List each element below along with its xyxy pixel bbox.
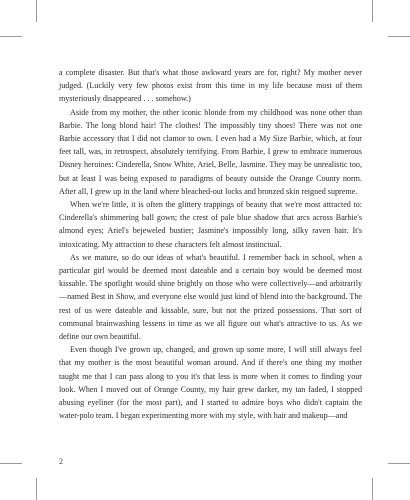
crop-mark-bottom-right-vertical: [372, 478, 373, 500]
crop-mark-bottom-left-vertical: [36, 478, 37, 500]
page-number: 2: [59, 457, 63, 466]
crop-mark-top-right-horizontal: [388, 36, 410, 37]
paragraph-1: a complete disaster. But that's what those awkward years are for, right? My mother never judged. (Luckily very few photos exist from this time in my life because most of them mysteriously disappeared . . . somehow.): [59, 68, 362, 104]
crop-mark-top-left-horizontal: [0, 36, 22, 37]
crop-mark-top-left-vertical: [36, 0, 37, 22]
paragraph-2: Aside from my mother, the other iconic blonde from my childhood was none other than Barbie. The long blond hair! The clothes! The impossibly tiny shoes! There was not one Barbie accessory that I did not clamor to own. I even had a My Size Barbie, which, at four feet tall, was, in retrospect, absolutely terrifying. From Barbie, I grew to embrace numerous Disney heroines: Cinderella, Snow White, Ariel, Belle, Jasmine. They may be unrealistic too, but at least I was being exposed to paradigms of beauty outside the Orange County norm. After all, I grew up in the land where bleached-out locks and bronzed skin reigned supreme.: [59, 107, 362, 196]
paragraph-5: Even though I've grown up, changed, and grown up some more, I will still always feel that my mother is the most beautiful woman around. And if there's one thing my mother taught me that I can pass along to you it's that less is more when it comes to finding your look. When I moved out of Orange County, my hair grew darker, my tan faded, I stopped abusing eyeliner (for the most part), and I started to admire boys who didn't captain the water-polo team. I began experimenting more with my style, with hair and makeup—and: [59, 345, 362, 421]
crop-mark-bottom-right-horizontal: [388, 463, 410, 464]
crop-mark-bottom-left-horizontal: [0, 463, 22, 464]
crop-mark-top-right-vertical: [372, 0, 373, 22]
paragraph-4: As we mature, so do our ideas of what's beautiful. I remember back in school, when a particular girl would be deemed most dateable and a certain boy would be deemed most kissable. The spotlight would shine brightly on those who were collectively—and arbitrarily—named Best in Show, and everyone else would just kind of blend into the background. The rest of us were dateable and kissable, sure, but not the prized possessions. That sort of communal brainwashing lessens in time as we all figure out what's attractive to us. As we define our own beautiful.: [59, 252, 362, 342]
page-body: [59, 66, 362, 422]
paragraph-3: When we're little, it is often the glittery trappings of beauty that we're most attracted to: Cinderella's shimmering ball gown; the crest of pale blue shadow that arcs across Barbie's almond eyes; Ariel's bejeweled bustier; Jasmine's impossibly long, silky raven hair. It's intoxicating. My attraction to these characters felt almost instinctual.: [59, 200, 362, 249]
